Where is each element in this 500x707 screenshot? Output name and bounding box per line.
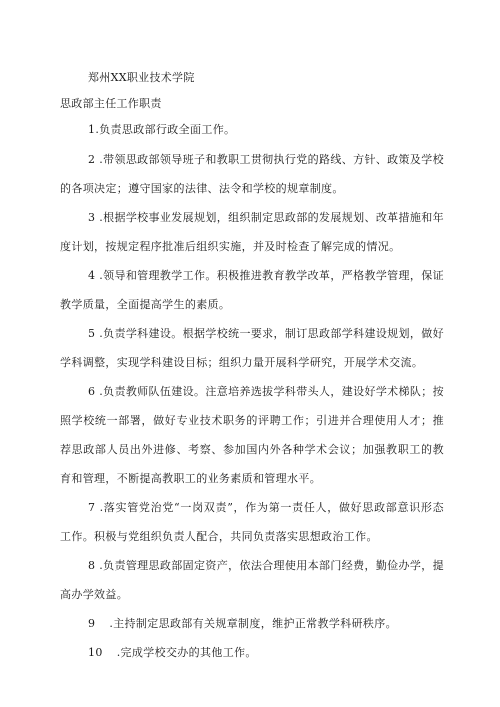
document-body xyxy=(60,70,444,667)
duty-text: .落实管党治党“一岗双责”，作为第一责任人，做好思政部意识形态工作。积极与党组织负责人配合，共同负责落实思想政治工作。 xyxy=(60,501,444,543)
duty-number: 7 xyxy=(88,501,96,514)
duty-item-10 xyxy=(60,638,444,667)
duty-item-9 xyxy=(60,609,444,638)
duty-number: 6 xyxy=(88,385,96,398)
duty-text: .负责教师队伍建设。注意培养选拔学科带头人，建设好学术梯队；按照学校统一部署，做好专业技术职务的评聘工作；引进并合理使用人才；推荐思政部人员出外进修、考察、参加国内外各种学术会议；加强教职工的教育和管理，不断提高教职工的业务素质和管理水平。 xyxy=(60,385,444,485)
duty-text: .根据学校事业发展规划，组织制定思政部的发展规划、改革措施和年度计划，按规定程序批准后组织实施，并及时检查了解完成的情况。 xyxy=(60,211,444,253)
document-title: 思政部主任工作职责 xyxy=(60,97,162,110)
duty-item-6 xyxy=(60,377,444,493)
duty-number: 3 xyxy=(88,211,96,224)
duty-text: .完成学校交办的其他工作。 xyxy=(116,646,257,659)
duty-item-5 xyxy=(60,319,444,377)
duty-number: 1. xyxy=(88,123,100,136)
duty-number: 9 xyxy=(88,617,96,630)
duty-text: 负责思政部行政全面工作。 xyxy=(99,123,236,136)
duty-text: .负责学科建设。根据学校统一要求，制订思政部学科建设规划，做好学科调整，实现学科建设目标；组织力量开展科学研究，开展学术交流。 xyxy=(60,327,444,369)
duty-item-1 xyxy=(60,122,444,137)
duty-item-8 xyxy=(60,551,444,609)
duty-item-3 xyxy=(60,203,444,261)
duty-number: 10 xyxy=(88,646,103,659)
duty-item-2 xyxy=(60,145,444,203)
duty-number: 5 xyxy=(88,327,96,340)
duty-item-4 xyxy=(60,261,444,319)
organization-name: 郑州XX职业技术学院 xyxy=(88,71,195,84)
duty-text: .主持制定思政部有关规章制度，维护正常教学科研秩序。 xyxy=(109,617,397,630)
duty-text: .领导和管理教学工作。积极推进教育教学改革，严格教学管理，保证教学质量，全面提高学生的素质。 xyxy=(60,269,444,311)
duty-number: 8 xyxy=(88,559,96,572)
duty-text: .负责管理思政部固定资产，依法合理使用本部门经费，勤俭办学，提高办学效益。 xyxy=(60,559,444,601)
duty-item-7 xyxy=(60,493,444,551)
duty-text: .带领思政部领导班子和教职工贯彻执行党的路线、方针、政策及学校的各项决定；遵守国家的法律、法令和学校的规章制度。 xyxy=(60,153,444,195)
duty-number: 2 xyxy=(88,153,96,166)
duty-number: 4 xyxy=(88,269,96,282)
